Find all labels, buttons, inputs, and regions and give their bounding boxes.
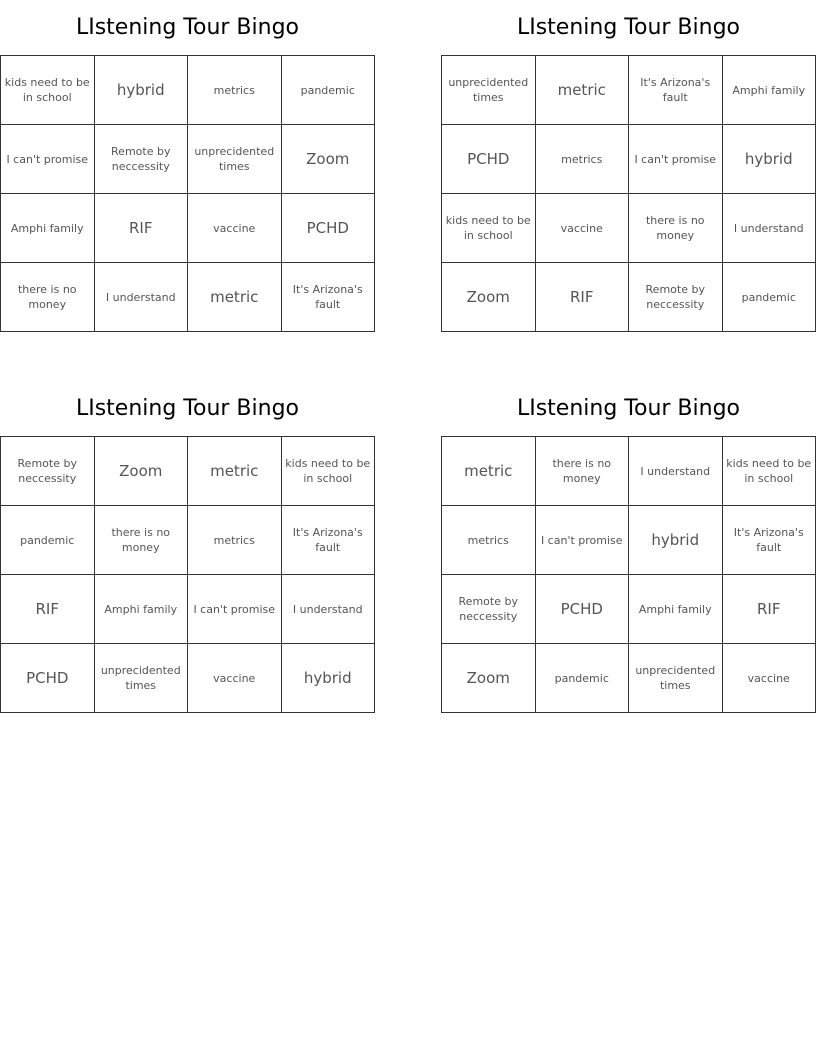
grid-cell: I understand <box>629 437 723 506</box>
card-title: LIstening Tour Bingo <box>516 396 741 421</box>
grid-cell: metric <box>188 437 282 506</box>
grid-cell: Zoom <box>281 125 375 194</box>
grid-row <box>442 437 816 506</box>
grid-cell: pandemic <box>722 263 816 332</box>
grid-cell: there is no money <box>535 437 629 506</box>
bingo-card-4 <box>441 381 816 713</box>
grid-cell: Zoom <box>442 263 536 332</box>
grid-cell: I understand <box>94 263 188 332</box>
bingo-card-2 <box>441 0 816 332</box>
bingo-grid <box>441 55 816 332</box>
grid-cell: Amphi family <box>1 194 95 263</box>
grid-cell: Remote by neccessity <box>629 263 723 332</box>
grid-row <box>442 194 816 263</box>
grid-cell: pandemic <box>535 644 629 713</box>
grid-row <box>1 56 375 125</box>
grid-row <box>1 575 375 644</box>
grid-row <box>1 644 375 713</box>
grid-cell: metrics <box>188 56 282 125</box>
grid-cell: Amphi family <box>94 575 188 644</box>
grid-cell: unprecidented times <box>94 644 188 713</box>
grid-cell: metric <box>442 437 536 506</box>
grid-cell: hybrid <box>629 506 723 575</box>
grid-cell: Remote by neccessity <box>94 125 188 194</box>
grid-cell: unprecidented times <box>188 125 282 194</box>
grid-cell: It's Arizona's fault <box>281 506 375 575</box>
bingo-grid <box>441 436 816 713</box>
grid-cell: metric <box>188 263 282 332</box>
grid-row <box>1 506 375 575</box>
grid-cell: vaccine <box>722 644 816 713</box>
grid-cell: kids need to be in school <box>722 437 816 506</box>
bingo-grid <box>0 436 375 713</box>
grid-cell: I understand <box>722 194 816 263</box>
grid-cell: metrics <box>535 125 629 194</box>
grid-cell: kids need to be in school <box>442 194 536 263</box>
grid-row <box>442 125 816 194</box>
grid-cell: kids need to be in school <box>281 437 375 506</box>
grid-cell: RIF <box>1 575 95 644</box>
grid-row <box>1 263 375 332</box>
grid-cell: metrics <box>188 506 282 575</box>
grid-cell: metrics <box>442 506 536 575</box>
grid-row <box>442 575 816 644</box>
grid-row <box>442 644 816 713</box>
grid-cell: pandemic <box>1 506 95 575</box>
grid-cell: I can't promise <box>629 125 723 194</box>
grid-cell: Remote by neccessity <box>1 437 95 506</box>
grid-cell: unprecidented times <box>629 644 723 713</box>
grid-cell: I can't promise <box>535 506 629 575</box>
bingo-card-1 <box>0 0 375 332</box>
grid-cell: PCHD <box>1 644 95 713</box>
grid-cell: I can't promise <box>188 575 282 644</box>
card-title: LIstening Tour Bingo <box>75 15 300 40</box>
grid-row <box>1 125 375 194</box>
grid-cell: Amphi family <box>722 56 816 125</box>
grid-cell: metric <box>535 56 629 125</box>
bingo-grid <box>0 55 375 332</box>
card-title: LIstening Tour Bingo <box>75 396 300 421</box>
grid-cell: hybrid <box>281 644 375 713</box>
grid-cell: RIF <box>94 194 188 263</box>
grid-cell: there is no money <box>94 506 188 575</box>
grid-cell: unprecidented times <box>442 56 536 125</box>
grid-cell: RIF <box>722 575 816 644</box>
bingo-card-3 <box>0 381 375 713</box>
grid-cell: there is no money <box>629 194 723 263</box>
card-title: LIstening Tour Bingo <box>516 15 741 40</box>
grid-cell: RIF <box>535 263 629 332</box>
grid-cell: there is no money <box>1 263 95 332</box>
grid-cell: vaccine <box>535 194 629 263</box>
grid-cell: PCHD <box>535 575 629 644</box>
grid-cell: vaccine <box>188 644 282 713</box>
grid-cell: hybrid <box>94 56 188 125</box>
grid-cell: hybrid <box>722 125 816 194</box>
grid-row <box>442 506 816 575</box>
grid-row <box>1 437 375 506</box>
grid-cell: Amphi family <box>629 575 723 644</box>
grid-cell: kids need to be in school <box>1 56 95 125</box>
grid-cell: pandemic <box>281 56 375 125</box>
grid-cell: vaccine <box>188 194 282 263</box>
grid-cell: Zoom <box>442 644 536 713</box>
grid-cell: It's Arizona's fault <box>629 56 723 125</box>
grid-cell: I understand <box>281 575 375 644</box>
grid-cell: Remote by neccessity <box>442 575 536 644</box>
grid-row <box>442 56 816 125</box>
grid-row <box>442 263 816 332</box>
grid-cell: PCHD <box>281 194 375 263</box>
grid-cell: PCHD <box>442 125 536 194</box>
grid-cell: Zoom <box>94 437 188 506</box>
grid-cell: It's Arizona's fault <box>722 506 816 575</box>
grid-row <box>1 194 375 263</box>
grid-cell: It's Arizona's fault <box>281 263 375 332</box>
grid-cell: I can't promise <box>1 125 95 194</box>
